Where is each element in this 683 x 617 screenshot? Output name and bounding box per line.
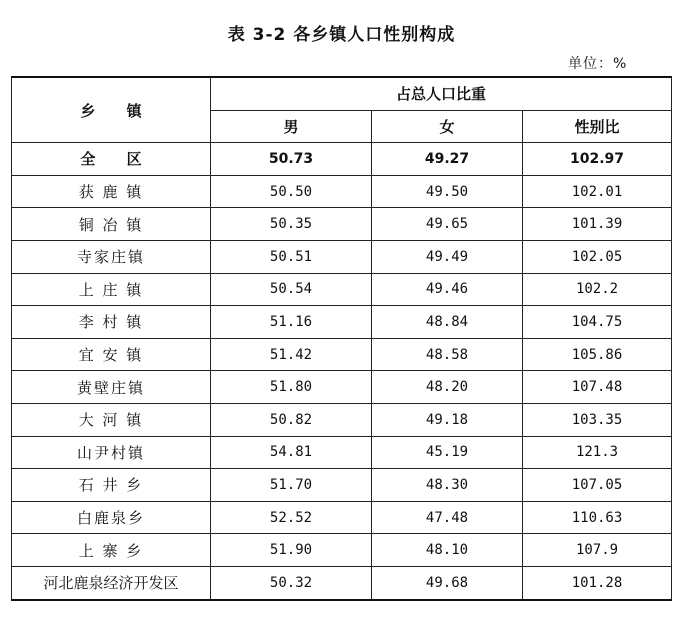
row-female: 48.10 bbox=[372, 534, 523, 567]
row-male: 51.90 bbox=[211, 534, 372, 567]
row-ratio: 102.97 bbox=[523, 143, 672, 176]
row-female: 47.48 bbox=[372, 501, 523, 534]
table-row bbox=[12, 371, 672, 404]
row-ratio: 102.2 bbox=[523, 273, 672, 306]
row-male: 50.82 bbox=[211, 403, 372, 436]
row-male: 50.54 bbox=[211, 273, 372, 306]
row-ratio: 104.75 bbox=[523, 306, 672, 339]
row-ratio: 107.48 bbox=[523, 371, 672, 404]
row-male: 50.73 bbox=[211, 143, 372, 176]
row-ratio: 101.28 bbox=[523, 566, 672, 599]
row-male: 51.16 bbox=[211, 306, 372, 339]
table-row bbox=[12, 501, 672, 534]
row-female: 49.65 bbox=[372, 208, 523, 241]
row-ratio: 102.01 bbox=[523, 175, 672, 208]
row-male: 50.51 bbox=[211, 240, 372, 273]
row-name: 上 庄 镇 bbox=[12, 273, 211, 306]
row-male: 50.32 bbox=[211, 566, 372, 599]
row-male: 51.42 bbox=[211, 338, 372, 371]
row-female: 49.18 bbox=[372, 403, 523, 436]
row-male: 52.52 bbox=[211, 501, 372, 534]
table-row bbox=[12, 175, 672, 208]
header-group: 占总人口比重 bbox=[211, 77, 672, 110]
table-row-total bbox=[12, 143, 672, 176]
row-female: 49.50 bbox=[372, 175, 523, 208]
table-row bbox=[12, 469, 672, 502]
row-male: 51.70 bbox=[211, 469, 372, 502]
row-name: 寺家庄镇 bbox=[12, 240, 211, 273]
row-female: 48.20 bbox=[372, 371, 523, 404]
row-ratio: 103.35 bbox=[523, 403, 672, 436]
row-ratio: 105.86 bbox=[523, 338, 672, 371]
row-ratio: 107.9 bbox=[523, 534, 672, 567]
table-row bbox=[12, 436, 672, 469]
table-row bbox=[12, 403, 672, 436]
header-female: 女 bbox=[372, 110, 523, 143]
row-name: 上 寨 乡 bbox=[12, 534, 211, 567]
row-name: 获 鹿 镇 bbox=[12, 175, 211, 208]
row-male: 50.50 bbox=[211, 175, 372, 208]
header-region: 乡 镇 bbox=[12, 77, 211, 143]
row-female: 48.84 bbox=[372, 306, 523, 339]
row-female: 45.19 bbox=[372, 436, 523, 469]
row-female: 48.58 bbox=[372, 338, 523, 371]
table-title: 表 3-2 各乡镇人口性别构成 bbox=[227, 25, 456, 45]
row-ratio: 107.05 bbox=[523, 469, 672, 502]
row-ratio: 121.3 bbox=[523, 436, 672, 469]
row-name: 河北鹿泉经济开发区 bbox=[12, 566, 211, 599]
row-name: 李 村 镇 bbox=[12, 306, 211, 339]
row-female: 49.27 bbox=[372, 143, 523, 176]
row-ratio: 101.39 bbox=[523, 208, 672, 241]
row-female: 49.49 bbox=[372, 240, 523, 273]
table-row bbox=[12, 306, 672, 339]
row-name: 全 区 bbox=[12, 143, 211, 176]
row-name: 山尹村镇 bbox=[12, 436, 211, 469]
table-row bbox=[12, 534, 672, 567]
row-male: 51.80 bbox=[211, 371, 372, 404]
row-male: 50.35 bbox=[211, 208, 372, 241]
row-name: 大 河 镇 bbox=[12, 403, 211, 436]
row-name: 石 井 乡 bbox=[12, 469, 211, 502]
row-female: 48.30 bbox=[372, 469, 523, 502]
header-male: 男 bbox=[211, 110, 372, 143]
row-name: 黄壁庄镇 bbox=[12, 371, 211, 404]
table-row bbox=[12, 240, 672, 273]
table-row bbox=[12, 566, 672, 599]
unit-label: 单位：% bbox=[568, 56, 628, 72]
row-name: 铜 冶 镇 bbox=[12, 208, 211, 241]
row-name: 白鹿泉乡 bbox=[12, 501, 211, 534]
population-gender-table bbox=[11, 76, 672, 601]
table-row bbox=[12, 338, 672, 371]
row-male: 54.81 bbox=[211, 436, 372, 469]
table-row bbox=[12, 273, 672, 306]
row-female: 49.46 bbox=[372, 273, 523, 306]
row-ratio: 102.05 bbox=[523, 240, 672, 273]
row-female: 49.68 bbox=[372, 566, 523, 599]
table-row bbox=[12, 208, 672, 241]
row-ratio: 110.63 bbox=[523, 501, 672, 534]
row-name: 宜 安 镇 bbox=[12, 338, 211, 371]
header-ratio: 性别比 bbox=[523, 110, 672, 143]
